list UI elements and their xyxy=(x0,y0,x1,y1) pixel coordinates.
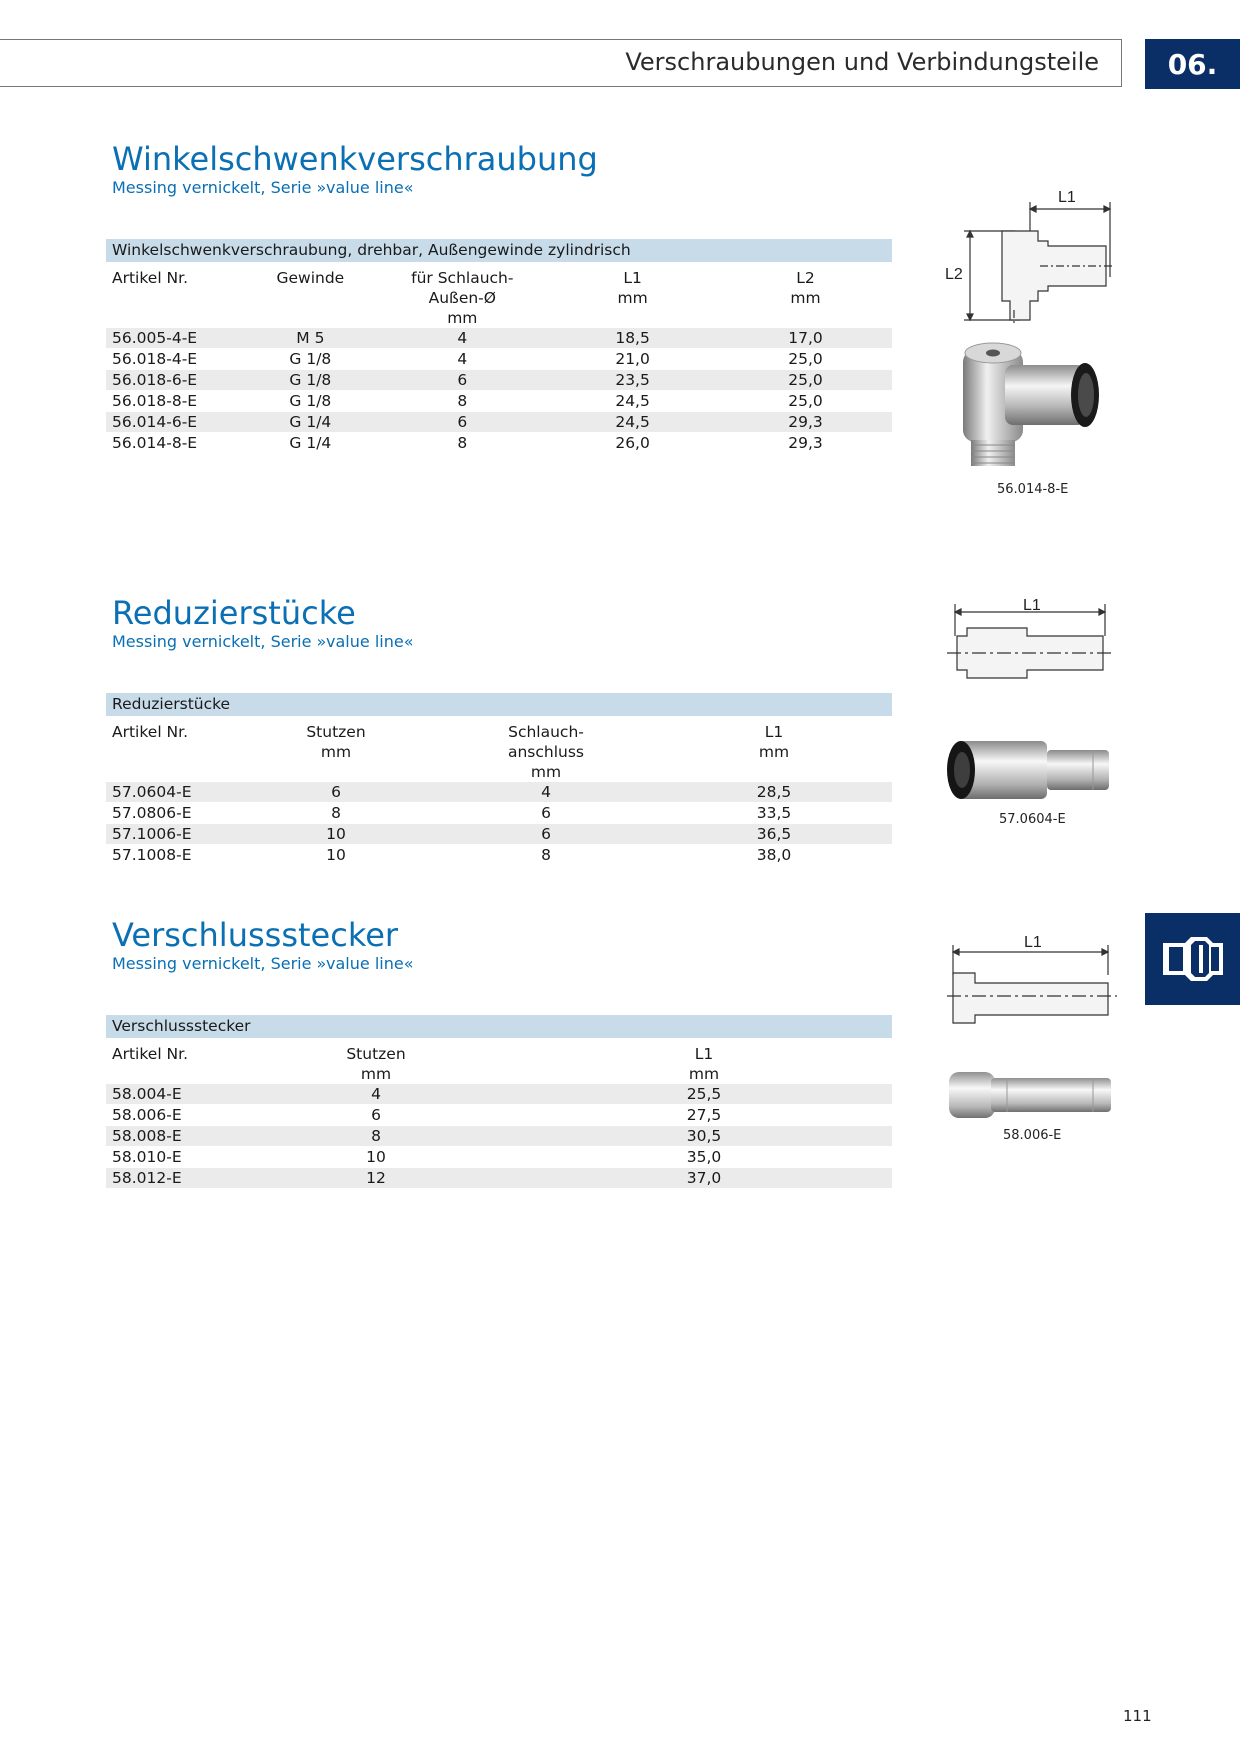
cell: 38,0 xyxy=(656,845,892,866)
cell: 6 xyxy=(436,803,656,824)
column-header-unit: mm xyxy=(758,743,790,761)
column-header-unit: mm xyxy=(790,289,821,307)
cell: 33,5 xyxy=(656,803,892,824)
dimension-label-l2: L2 xyxy=(945,266,963,283)
cell: 56.018-4-E xyxy=(106,349,242,370)
table-body xyxy=(106,782,892,866)
column-header-unit: Außen-Ø xyxy=(428,289,496,307)
spec-table xyxy=(106,693,892,866)
table-row xyxy=(106,433,892,454)
spec-table xyxy=(106,1015,892,1189)
table-row xyxy=(106,412,892,433)
cell: 12 xyxy=(236,1168,516,1189)
table-row xyxy=(106,782,892,803)
section-title: Verschlussstecker xyxy=(112,916,399,954)
cell: 10 xyxy=(236,845,436,866)
cell: 25,0 xyxy=(719,349,892,370)
cell: 18,5 xyxy=(546,328,719,349)
product-photo-elbow-fitting xyxy=(945,335,1120,475)
cell: 37,0 xyxy=(516,1168,892,1189)
column-header: Artikel Nr. xyxy=(112,723,189,741)
cell: 21,0 xyxy=(546,349,719,370)
chapter-header xyxy=(0,39,1122,87)
cell: 25,0 xyxy=(719,370,892,391)
cell: 26,0 xyxy=(546,433,719,454)
column-header: für Schlauch- xyxy=(411,269,514,287)
table-row xyxy=(106,803,892,824)
column-header: Stutzen xyxy=(346,1045,406,1063)
cell: 4 xyxy=(378,328,546,349)
chapter-side-tab[interactable] xyxy=(1145,913,1240,1005)
cell: 17,0 xyxy=(719,328,892,349)
cell: 25,5 xyxy=(516,1084,892,1105)
cell: 30,5 xyxy=(516,1126,892,1147)
column-header: L2 xyxy=(796,269,815,287)
column-header-unit: anschluss xyxy=(507,743,585,761)
column-header-unit: mm xyxy=(688,1065,720,1083)
table-row xyxy=(106,1147,892,1168)
cell: 35,0 xyxy=(516,1147,892,1168)
table-row xyxy=(106,1126,892,1147)
column-header: Gewinde xyxy=(276,269,345,287)
product-photo-plug xyxy=(943,1068,1123,1123)
cell: 8 xyxy=(436,845,656,866)
cell: 57.0806-E xyxy=(106,803,236,824)
dimension-label-l1: L1 xyxy=(1023,597,1041,614)
cell: 57.1006-E xyxy=(106,824,236,845)
column-header-unit: mm xyxy=(617,289,648,307)
cell: 6 xyxy=(236,1105,516,1126)
column-header-unit: mm xyxy=(447,309,478,327)
cell: 28,5 xyxy=(656,782,892,803)
cell: 25,0 xyxy=(719,391,892,412)
chapter-title: Verschraubungen und Verbindungsteile xyxy=(625,48,1099,76)
column-header: Stutzen xyxy=(306,723,366,741)
column-header-unit: mm xyxy=(320,743,352,761)
cell: 8 xyxy=(378,391,546,412)
cell: 56.018-6-E xyxy=(106,370,242,391)
table-row xyxy=(106,824,892,845)
cell: 58.006-E xyxy=(106,1105,236,1126)
cell: 29,3 xyxy=(719,433,892,454)
cell: 57.0604-E xyxy=(106,782,236,803)
cell: 4 xyxy=(436,782,656,803)
cell: 56.005-4-E xyxy=(106,328,242,349)
cell: 56.018-8-E xyxy=(106,391,242,412)
column-header: Schlauch- xyxy=(508,723,584,741)
table-row xyxy=(106,1105,892,1126)
cell: 23,5 xyxy=(546,370,719,391)
table-row xyxy=(106,1168,892,1189)
table-body xyxy=(106,1084,892,1189)
spec-table xyxy=(106,239,892,454)
technical-drawing-elbow xyxy=(940,185,1120,335)
cell: 58.008-E xyxy=(106,1126,236,1147)
cell: 58.010-E xyxy=(106,1147,236,1168)
table-row xyxy=(106,391,892,412)
technical-drawing-reducer xyxy=(945,592,1125,682)
photo-caption: 58.006-E xyxy=(1003,1128,1062,1143)
table-row xyxy=(106,349,892,370)
cell: 58.012-E xyxy=(106,1168,236,1189)
table-body xyxy=(106,328,892,454)
cell: 10 xyxy=(236,1147,516,1168)
cell: G 1/8 xyxy=(242,370,378,391)
photo-caption: 57.0604-E xyxy=(999,812,1066,827)
cell: 24,5 xyxy=(546,391,719,412)
cell: 8 xyxy=(378,433,546,454)
table-row xyxy=(106,328,892,349)
cell: 27,5 xyxy=(516,1105,892,1126)
photo-caption: 56.014-8-E xyxy=(997,482,1069,497)
fitting-icon xyxy=(1159,931,1227,987)
cell: 6 xyxy=(236,782,436,803)
section-subtitle: Messing vernickelt, Serie »value line« xyxy=(112,954,414,973)
technical-drawing-plug xyxy=(945,925,1125,1025)
cell: 58.004-E xyxy=(106,1084,236,1105)
page-number: 111 xyxy=(1123,1707,1152,1725)
column-header: L1 xyxy=(623,269,642,287)
chapter-number-badge: 06. xyxy=(1145,39,1240,89)
cell: 36,5 xyxy=(656,824,892,845)
section-subtitle: Messing vernickelt, Serie »value line« xyxy=(112,178,414,197)
cell: 8 xyxy=(236,803,436,824)
cell: M 5 xyxy=(242,328,378,349)
cell: 6 xyxy=(436,824,656,845)
section-title: Winkelschwenkverschraubung xyxy=(112,140,598,178)
table-caption: Winkelschwenkverschraubung, drehbar, Außengewinde zylindrisch xyxy=(106,239,892,262)
cell: 10 xyxy=(236,824,436,845)
table-row xyxy=(106,1084,892,1105)
section-title: Reduzierstücke xyxy=(112,594,356,632)
section-subtitle: Messing vernickelt, Serie »value line« xyxy=(112,632,414,651)
cell: 6 xyxy=(378,412,546,433)
column-header-unit: mm xyxy=(360,1065,392,1083)
cell: G 1/8 xyxy=(242,349,378,370)
column-header: Artikel Nr. xyxy=(112,1045,189,1063)
column-header: L1 xyxy=(694,1045,714,1063)
dimension-label-l1: L1 xyxy=(1058,189,1076,206)
table-row xyxy=(106,370,892,391)
table-row xyxy=(106,845,892,866)
table-caption: Reduzierstücke xyxy=(106,693,892,716)
cell: 56.014-8-E xyxy=(106,433,242,454)
column-header: Artikel Nr. xyxy=(112,269,189,287)
column-header: L1 xyxy=(764,723,784,741)
cell: 57.1008-E xyxy=(106,845,236,866)
cell: 56.014-6-E xyxy=(106,412,242,433)
dimension-label-l1: L1 xyxy=(1024,934,1042,951)
cell: 24,5 xyxy=(546,412,719,433)
cell: 4 xyxy=(378,349,546,370)
table-caption: Verschlussstecker xyxy=(106,1015,892,1038)
cell: G 1/4 xyxy=(242,412,378,433)
cell: 6 xyxy=(378,370,546,391)
product-photo-reducer xyxy=(943,735,1123,805)
cell: G 1/4 xyxy=(242,433,378,454)
column-header-unit: mm xyxy=(530,763,562,781)
cell: 29,3 xyxy=(719,412,892,433)
cell: 4 xyxy=(236,1084,516,1105)
cell: G 1/8 xyxy=(242,391,378,412)
cell: 8 xyxy=(236,1126,516,1147)
